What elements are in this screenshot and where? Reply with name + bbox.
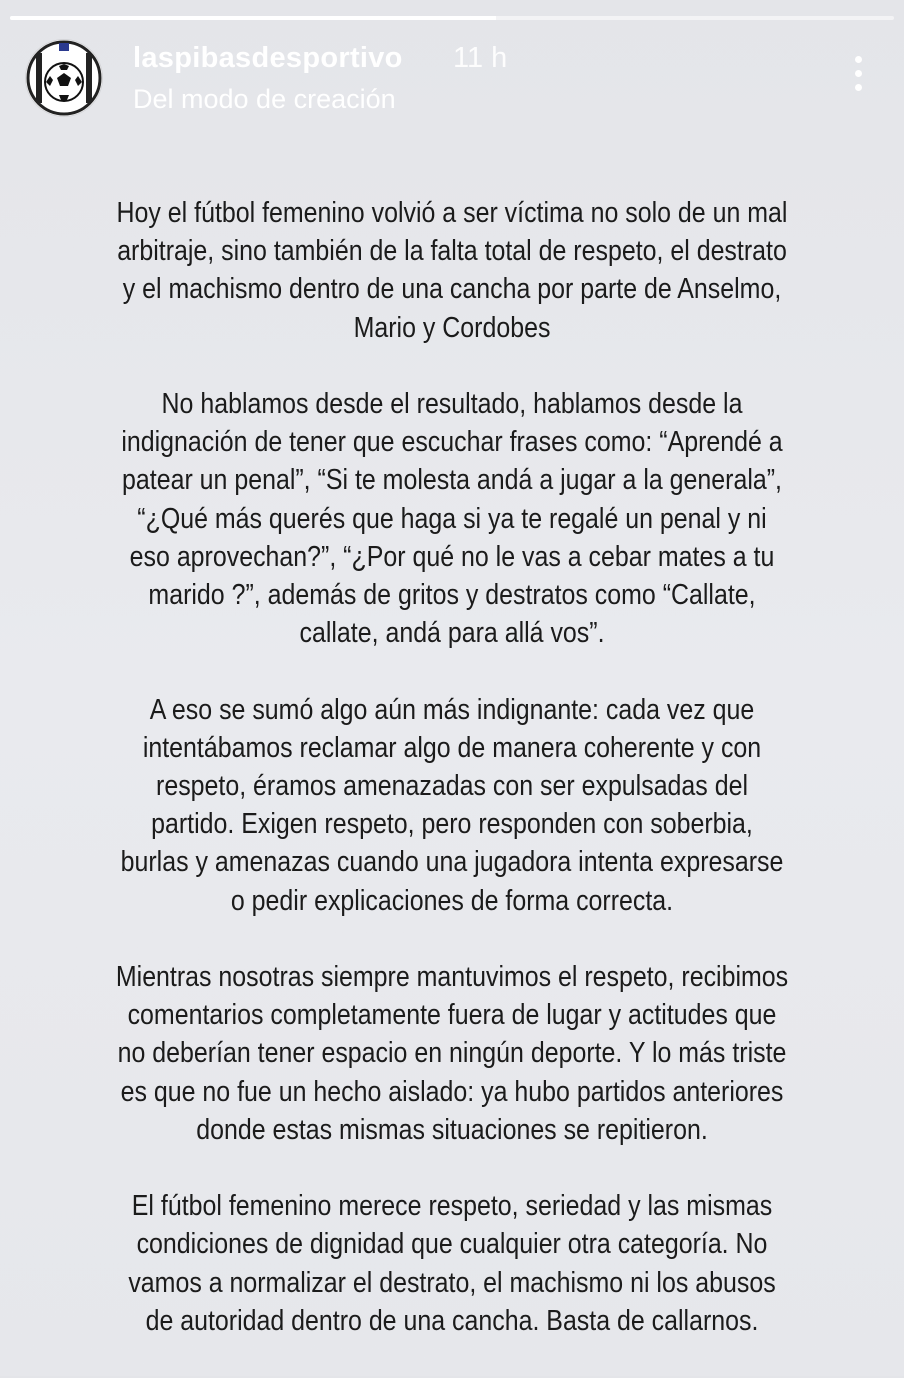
story-progress-fill: [10, 16, 496, 20]
account-username[interactable]: laspibasdesportivo: [133, 42, 403, 74]
avatar[interactable]: [26, 40, 102, 116]
story-progress-bar: [10, 16, 894, 20]
post-time: 11 h: [453, 42, 508, 74]
soccer-ball-icon: [26, 40, 102, 116]
story-text: [115, 194, 789, 1378]
story-paragraph: El fútbol femenino merece respeto, seriedad y las mismas condiciones de dignidad que cualquier otra categoría. No vamos a normalizar el destrato, el machismo ni los abusos de autoridad dentro de una cancha. Basta de callarnos.: [128, 1190, 776, 1337]
more-vertical-icon[interactable]: [850, 56, 866, 100]
story-header: [26, 38, 874, 122]
story-paragraph: Hoy el fútbol femenino volvió a ser víctima no solo de un mal arbitraje, sino también de la falta total de respeto, el destrato y el machismo dentro de una cancha por parte de Anselmo, Mario y Cordobes: [116, 197, 788, 344]
creation-mode-label[interactable]: Del modo de creación: [133, 84, 396, 114]
story-paragraph: A eso se sumó algo aún más indignante: cada vez que intentábamos reclamar algo de manera coherente y con respeto, éramos amenazadas con ser expulsadas del partido. Exigen respeto, pero responden con soberbia, burlas y amenazas cuando una jugadora intenta expresarse o pedir explicaciones de forma correcta.: [120, 693, 784, 917]
story-paragraph: Mientras nosotras siempre mantuvimos el respeto, recibimos comentarios completamente fuera de lugar y actitudes que no deberían tener espacio en ningún deporte. Y lo más triste es que no fue un hecho aislado: ya hubo partidos anteriores donde estas mismas situaciones se repitieron.: [115, 961, 789, 1146]
story-paragraph: No hablamos desde el resultado, hablamos desde la indignación de tener que escuchar frases como: “Aprendé a patear un penal”, “Si te molesta andá a jugar a la generala”, “¿Qué más querés que haga si ya te regalé un penal y ni eso aprovechan?”, “¿Por qué no le vas a cebar mates a tu marido ?”, además de gritos y destratos como “Callate, callate, andá para allá vos”.: [121, 388, 783, 650]
